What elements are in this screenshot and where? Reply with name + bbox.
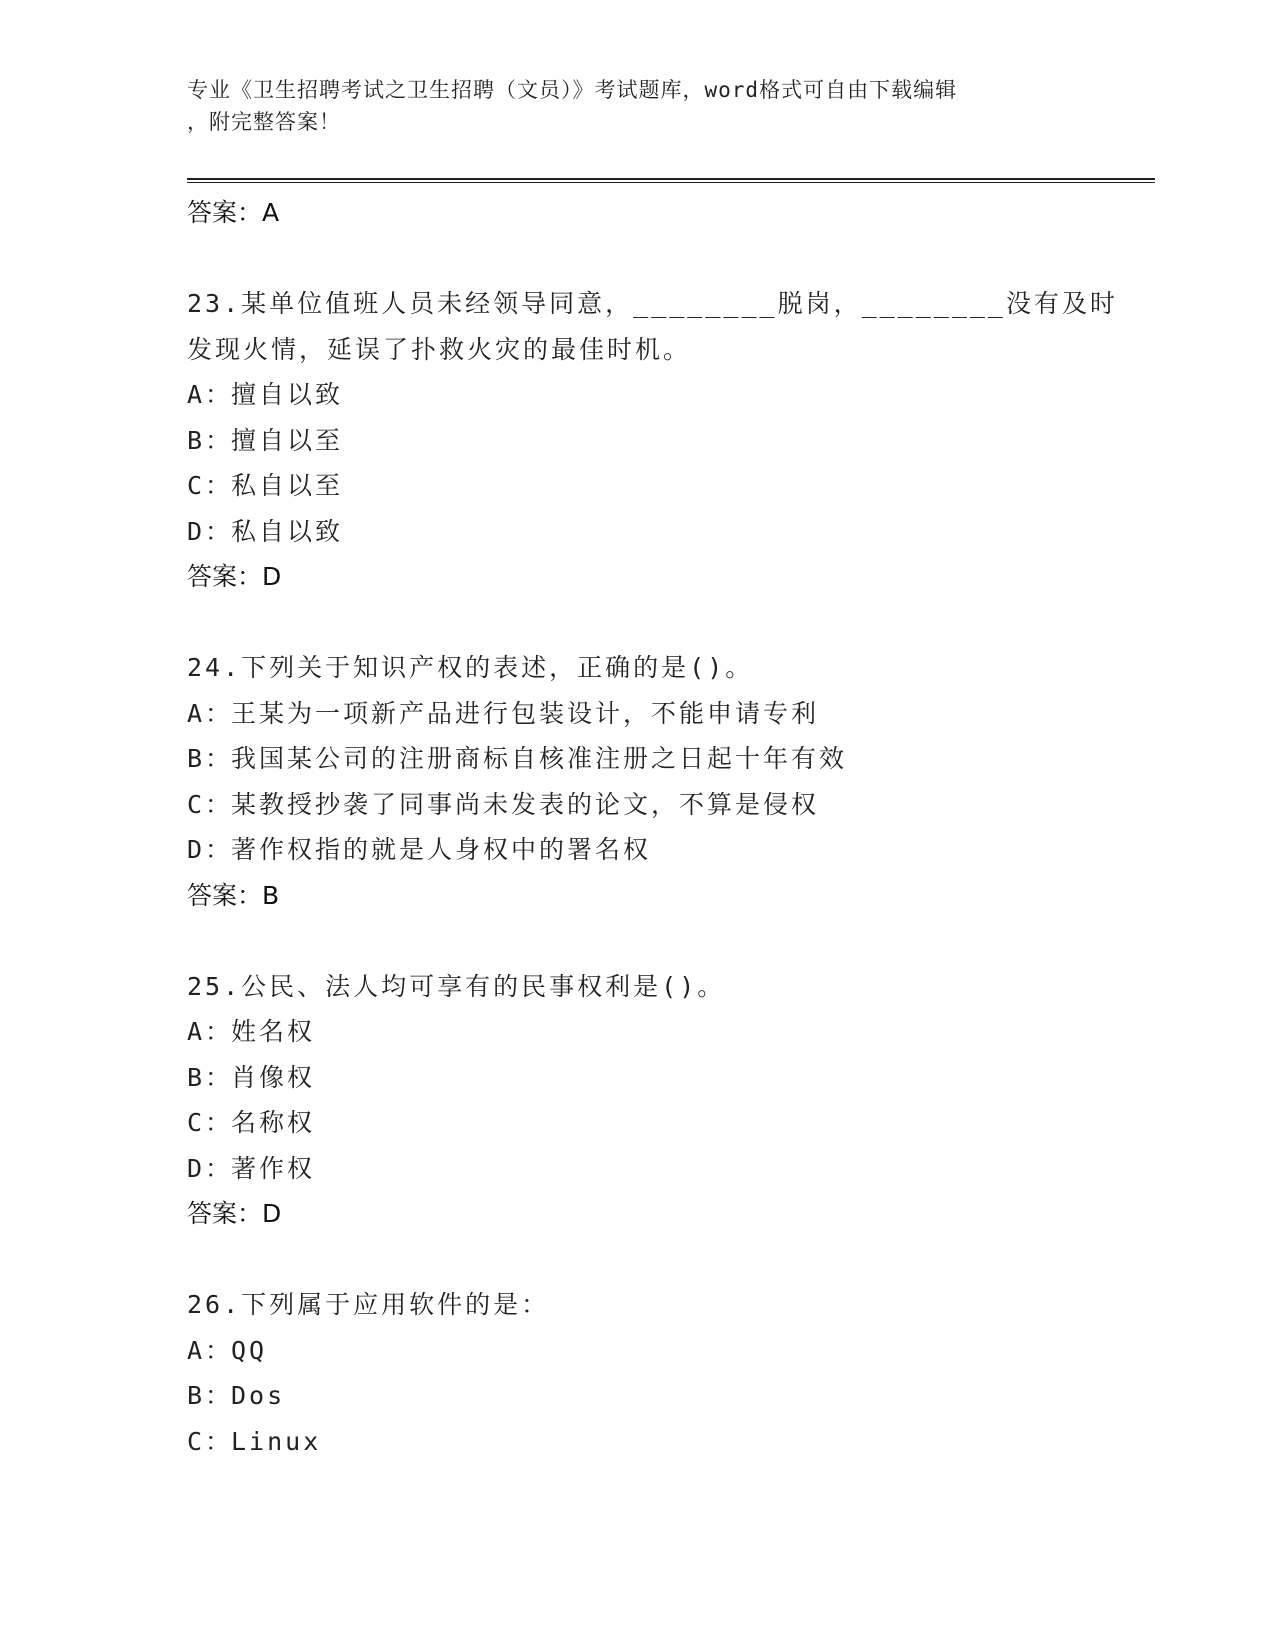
option-c [187,463,1187,509]
question-stem-line-1: 25.公民、法人均可享有的民事权利是()。 [187,971,726,1001]
option-a [187,691,1187,737]
option-key: B： [187,1062,234,1092]
option-b [187,1055,1187,1101]
option-key: D： [187,835,234,864]
answer-label: 答案：D [187,562,282,591]
option-key: A： [187,380,234,409]
option-text: 著作权 [231,1153,316,1183]
option-key: B： [187,744,234,773]
option-c [187,782,1187,828]
page-header [187,74,1087,138]
option-text: 某教授抄袭了同事尚未发表的论文，不算是侵权 [231,789,820,819]
answer-label: 答案：B [187,880,280,910]
option-text: Dos [231,1381,286,1410]
option-text: 肖像权 [231,1062,316,1092]
option-text: 姓名权 [231,1017,316,1046]
option-text: Linux [231,1426,322,1456]
option-key: B： [187,425,234,455]
question-stem-line-1: 26.下列属于应用软件的是： [187,1290,550,1319]
question-stem [187,1282,1187,1328]
option-a [187,372,1187,418]
option-text: 私自以至 [231,471,344,500]
question-stem-line-1: 23.某单位值班人员未经领导同意，________脱岗，________没有及时 [187,289,1118,318]
question-26 [187,1282,1187,1464]
question-stem [187,964,1187,1010]
option-b [187,418,1187,464]
option-text: 擅自以至 [231,425,344,455]
option-a [187,1328,1187,1374]
option-key: D： [187,516,234,546]
answer-label: 答案：D [187,1199,282,1228]
option-text: 我国某公司的注册商标自核准注册之日起十年有效 [231,744,848,773]
option-b [187,1373,1187,1419]
previous-answer: 答案：A [187,198,280,227]
header-line-1: 专业《卫生招聘考试之卫生招聘（文员）》考试题库，word格式可自由下载编辑 [187,78,958,102]
option-text: 王某为一项新产品进行包装设计，不能申请专利 [231,698,820,728]
option-b [187,736,1187,782]
option-c [187,1100,1187,1146]
option-key: C： [187,1108,234,1137]
option-key: C： [187,1426,234,1456]
question-24 [187,645,1187,919]
header-rule-thick [187,178,1155,180]
header-line-2: ，附完整答案！ [187,110,341,134]
option-d [187,1146,1187,1192]
option-key: A： [187,698,234,728]
option-key: A： [187,1335,234,1365]
option-key: A： [187,1017,234,1046]
option-c [187,1419,1187,1465]
question-list [187,190,1187,1464]
option-text: QQ [231,1335,268,1365]
option-d [187,827,1187,873]
option-text: 名称权 [231,1108,316,1137]
option-key: D： [187,1153,234,1183]
header-rule-thin [187,182,1155,183]
question-stem [187,281,1187,372]
option-text: 著作权指的就是人身权中的署名权 [231,835,652,864]
option-key: B： [187,1381,234,1410]
option-key: C： [187,471,234,500]
question-stem-line-2: 发现火情，延误了扑救火灾的最佳时机。 [187,334,692,364]
option-text: 私自以致 [231,516,344,546]
option-d [187,509,1187,555]
option-key: C： [187,789,234,819]
option-a [187,1009,1187,1055]
option-text: 擅自以致 [231,380,344,409]
question-23 [187,281,1187,600]
question-stem-line-1: 24.下列关于知识产权的表述，正确的是()。 [187,653,754,682]
question-25 [187,964,1187,1238]
question-stem [187,645,1187,691]
